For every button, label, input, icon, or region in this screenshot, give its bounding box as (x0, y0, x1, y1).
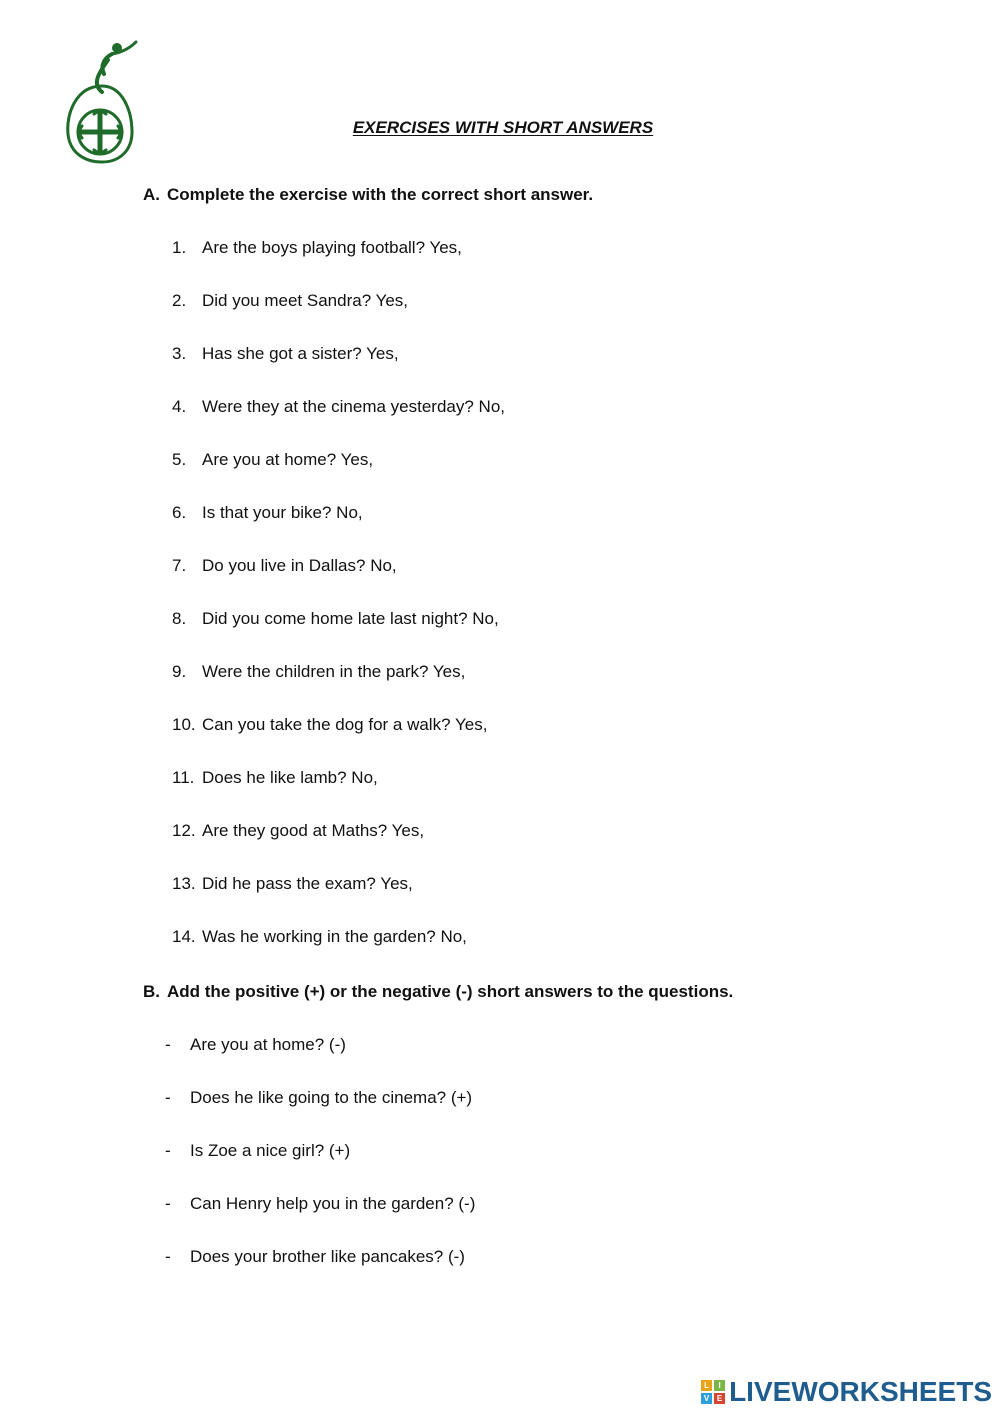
question-text: Did you meet Sandra? Yes, (202, 291, 409, 310)
section-b-question-list (165, 1035, 475, 1300)
question-text: Does he like lamb? No, (202, 768, 378, 787)
question-text: Were the children in the park? Yes, (202, 662, 466, 681)
logo-tile: E (714, 1393, 725, 1404)
list-item (165, 1088, 475, 1141)
list-dash: - (165, 1035, 171, 1054)
list-item (165, 1141, 475, 1194)
question-number: 13. (172, 874, 196, 893)
question-item-11 (172, 768, 505, 821)
question-item-3 (172, 344, 505, 397)
list-dash: - (165, 1247, 171, 1266)
question-number: 10. (172, 715, 196, 734)
school-crest-icon (62, 40, 140, 164)
question-number: 9. (172, 662, 187, 681)
question-item-12 (172, 821, 505, 874)
logo-tile: V (701, 1393, 712, 1404)
list-item (165, 1247, 475, 1300)
question-number: 8. (172, 609, 187, 628)
question-item-6 (172, 503, 505, 556)
section-a-heading (143, 185, 593, 205)
question-text: Can Henry help you in the garden? (-) (190, 1194, 476, 1213)
question-text: Do you live in Dallas? No, (202, 556, 397, 575)
list-dash: - (165, 1194, 171, 1213)
question-number: 14. (172, 927, 196, 946)
question-item-1 (172, 238, 505, 291)
question-number: 4. (172, 397, 187, 416)
liveworksheets-logo-icon (701, 1380, 725, 1404)
section-b-marker: B. (143, 982, 160, 1001)
question-text: Is that your bike? No, (202, 503, 363, 522)
question-item-9 (172, 662, 505, 715)
question-text: Can you take the dog for a walk? Yes, (202, 715, 488, 734)
question-text: Has she got a sister? Yes, (202, 344, 399, 363)
question-item-8 (172, 609, 505, 662)
liveworksheets-watermark[interactable] (701, 1377, 992, 1407)
question-text: Did he pass the exam? Yes, (202, 874, 413, 893)
question-text: Does he like going to the cinema? (+) (190, 1088, 473, 1107)
question-item-4 (172, 397, 505, 450)
list-item (165, 1194, 475, 1247)
question-text: Was he working in the garden? No, (202, 927, 467, 946)
question-item-13 (172, 874, 505, 927)
question-number: 7. (172, 556, 187, 575)
question-text: Were they at the cinema yesterday? No, (202, 397, 506, 416)
list-item (165, 1035, 475, 1088)
section-b-heading-text: Add the positive (+) or the negative (-) short answers to the questions. (167, 982, 734, 1001)
question-text: Are they good at Maths? Yes, (202, 821, 425, 840)
question-number: 12. (172, 821, 196, 840)
question-item-7 (172, 556, 505, 609)
question-number: 1. (172, 238, 187, 257)
list-dash: - (165, 1088, 171, 1107)
page-title: EXERCISES WITH SHORT ANSWERS (352, 118, 654, 137)
question-text: Are you at home? (-) (190, 1035, 346, 1054)
logo-tile: I (714, 1380, 725, 1391)
question-text: Is Zoe a nice girl? (+) (190, 1141, 351, 1160)
section-a-marker: A. (143, 185, 160, 204)
question-item-5 (172, 450, 505, 503)
question-text: Are the boys playing football? Yes, (202, 238, 462, 257)
question-number: 3. (172, 344, 187, 363)
question-item-14 (172, 927, 505, 980)
watermark-text: LIVEWORKSHEETS (729, 1376, 992, 1407)
question-number: 11. (172, 768, 195, 787)
question-text: Did you come home late last night? No, (202, 609, 499, 628)
question-number: 5. (172, 450, 187, 469)
question-number: 6. (172, 503, 187, 522)
section-a-heading-text: Complete the exercise with the correct short answer. (167, 185, 594, 204)
logo-tile: L (701, 1380, 712, 1391)
question-text: Does your brother like pancakes? (-) (190, 1247, 465, 1266)
section-b-heading (143, 982, 733, 1002)
question-text: Are you at home? Yes, (202, 450, 374, 469)
section-a-question-list (172, 238, 505, 980)
question-item-2 (172, 291, 505, 344)
question-number: 2. (172, 291, 187, 310)
question-item-10 (172, 715, 505, 768)
list-dash: - (165, 1141, 171, 1160)
